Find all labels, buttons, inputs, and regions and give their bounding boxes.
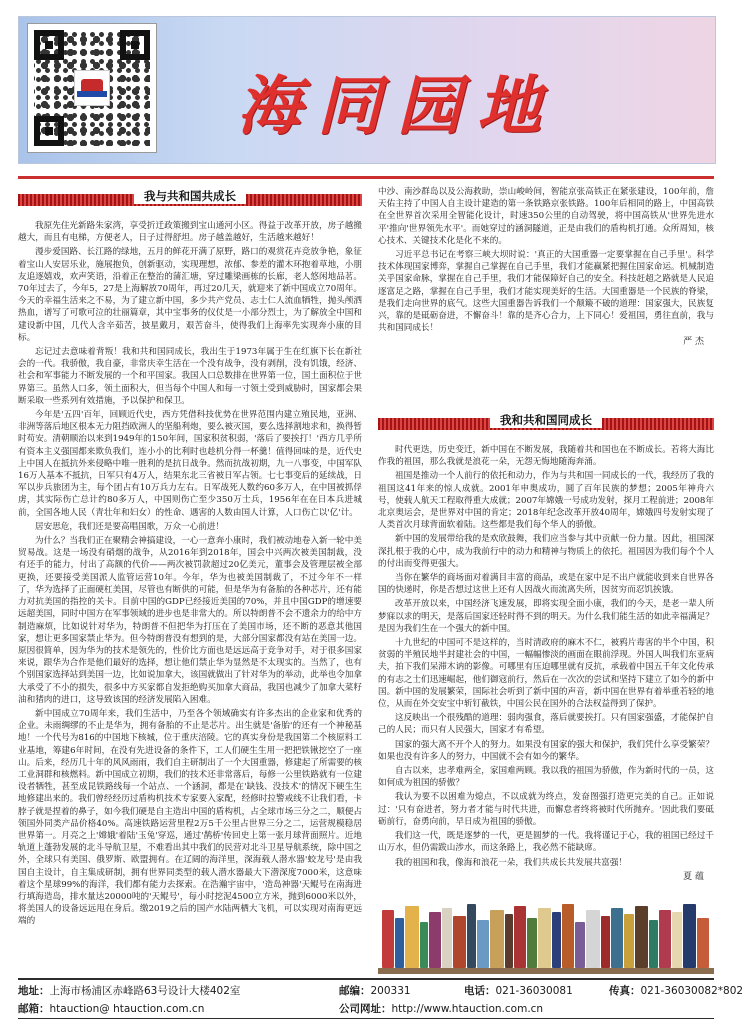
- book-spine: [649, 920, 658, 968]
- paragraph: 我们这一代，既是逐梦的一代，更是圆梦的一代。我将谨记于心，我的祖国已经过千山万水，但仍需跋山涉水，而这条路上，我必然不能缺席。: [378, 831, 714, 854]
- book-spine: [453, 916, 466, 968]
- book-spine: [601, 916, 610, 968]
- footer-divider-top: [18, 978, 714, 980]
- qr-finder-top-left: [34, 30, 64, 60]
- paragraph: 习近平总书记在考察三峡大坝时说：'真正的大国重器一定要掌握在自己手里'。科学技术体现国家博弈，掌握自己掌握在自己手里，我们才能赢紧把握住国家命运。机械制造关乎国家命脉，掌握在自己手里，我们才能保障好自己的安全。科技赶超之路就是人民追逐富足之路，掌握在自己手里，我们才能实现美好的生活。大国重器是一个民族的脊梁，是我们走向世界的底气。这些大国重器告诉我们一个颠簸不破的道理：国家强大，民族复兴，靠的是砥砺奋进，不懈奋斗！靠的是齐心合力，上下同心！爱祖国，勇往直前，我与共和国同成长！: [378, 250, 714, 334]
- phone-label: 电话：: [464, 985, 496, 997]
- paragraph: 十九世纪的中国可不是这样的，当时清政府的麻木不仁，被鸦片毒害的半个中国，积贫弱的半殖民地半封建社会的中国，一幅幅惨淡的画面在眼前浮现。外国人叫我们东亚病夫，拍下我们呆滞木讷的影像。可哪里有压迫哪里就有反抗，承载着中国五千年文化传承的有志之士们迅速崛起，他们御寇前行，然后在一次次的尝试和坚持下建立了如今的新中国。新中国的发展繁荣，国际社会听到了新中国的声音，新中国在世界有着举重若轻的地位，从而在外交安宝中斩钉截铁，中国公民在国外的合法权益得到了保护。: [378, 638, 714, 710]
- book-spine: [624, 914, 634, 968]
- book-spine: [405, 906, 419, 968]
- book-spine: [538, 908, 551, 968]
- fax-value: 021-36030082*802: [640, 985, 743, 997]
- book-spine: [552, 912, 561, 968]
- book-spine: [429, 912, 441, 968]
- book-spine: [575, 922, 585, 968]
- book-spine: [490, 910, 504, 968]
- paragraph: 我认为要不以困难为熄点，不以成就为终点，发奋图强打造更完美的自己。正如说过：'只有奋进者，努力者才能与时代共进，而懈怠者终将被时代所抛弃。'因此我们要砥砺前行，奋勇向前，早日成为祖国的骄傲。: [378, 792, 714, 827]
- paragraph: 今年是'五四'百年，回顾近代史，西方凭借科技优势在世界范围内建立殖民地，亚洲、非洲等落后地区根本无力阻挡欧洲人的坚船利炮，要么被灭国，要么选择割地求和，换得暂时苟安。清朝顺治以来到1949年的150年间，国家积贫积弱，'落后了要挨打！'西方几乎所有资本主义强国都来欺负我们，连小小的比利时也趁机分得一杯羹！值得回味的是，近代史上中国人在抵抗外来侵略中唯一胜利的是抗日战争。然而抗战初期，九一八事变，中国军队16万人基本不抵抗，日军只有4万人，结果东北三省被日军占领。七七事变后的延续战，日军以步兵旅团为主，每个团占有10万兵力左右。日军战死人数约60多万人，在中国被抓俘虏，其实际伤亡总计约80多万人，中国则伤亡至少350万士兵，1956年在在日本兵进城前，全国各地人民（青壮年和妇女）的性命、遇害的人数由国人计算，人口伤亡以'亿'计。: [18, 410, 362, 518]
- header-divider: [18, 176, 714, 179]
- book-spine: [442, 908, 452, 968]
- qr-finder-bottom-left: [34, 116, 64, 146]
- paragraph: 漫步爱国路、长江路的绿地，五月的鲜花开满了原野，路口的观赏花卉竞放争艳，象征着宝山人安居乐业，施展抱负，创新驱动，实现理想，浓郁、参差的灌木环抱着草地，小朋友追逐嬉戏，欢声笑语，沿着正在整治的蒲汇塘，穿过雕梁画栋的长廊，老人悠闲地品茗。70年过去了，今年5，27是上海解放70周年，再过20几天，就迎来了新中国成立70周年。今天的幸福生活来之不易，为了建立新中国，多少共产党员、志士仁人流血牺牲，抛头颅洒热血，谱写了可歌可泣的壮丽篇章，其中宝事务的仪仗是一小部分烈士，为了解放全中国和建设新中国，几代人含辛茹苦，披星戴月，艰苦奋斗，使得我们上海率先实现奔小康的目标。: [18, 247, 362, 343]
- paragraph: 为什么？当我们正在聚精会神搞建设，一心一意奔小康时，我们被动地卷入新一轮中美贸易战。这是一场没有硝烟的战争，从2016年到2018年，国会中兴两次被美国制裁，没有还手的能力，付出了高额的代价——两次被罚款超过20亿美元，董事会及管理层被全部更换，还要接受美国派人监管运营10年。今年，华为也被美国制裁了，不过今年不一样了，华为选择了正面硬杠美国，尽管也有断供的可能，但是华为有备胎的各种芯片，还有能力对抗美国的指控的关卡。目前中国的GDP已经接近美国的70%，并且中国GDP的增速要远超美国，同时中国方在军事领域的进步也是非常大的。所以特朗普不会不遗余力的给中方制造麻烦，比如说针对华为，特朗普不但把华为打压在了美国市场，还不断的恶意其他国家，想让更多国家禁止华为。但今特朗普没有想到的是，大部分国家都没有站在美国一边。原因很简单，因为华为的技术是领先的，性价比方面也是远远高于竞争对手，对于很多国家来说，跟华为合作是他们最好的选择，想让他们禁止华为显然是不太现实的。当然了，也有个别国家选择站到美国一边，比如说加拿大，该国就做出了针对华为的举动，此举也令加拿大承受了不小的损失，很多中方买家都自发拒绝购买加拿大商品，我国也减少了加拿大菜籽油和猪肉的进口，这导致该国的经济发展陷入困难。: [18, 536, 362, 705]
- paragraph: 新中国的发展带给我的是欢欣鼓舞，我们应当参与其中贡献一份力量。因此，祖国深深扎根于我的心中，成为我前行中的动力和精神与物质上的依托。祖国因为我们每个个人的付出而变得更强大。: [378, 534, 714, 569]
- paragraph: 改革开放以来，中国经济飞速发展，即将实现全面小康，我们的今天，是老一辈人所梦寐以求的明天，是落后国家还轻时得不到的明天。为什么我们能生活的如此幸福满足？是因为我们生在一个强大的新中国。: [378, 599, 714, 634]
- phone-value: 021-36030081: [495, 985, 573, 997]
- paragraph: 我的祖国和我，像海和浪花一朵，我们共成长共发展共富强！: [395, 857, 628, 868]
- left-article-heading: 我与共和国共成长: [134, 188, 246, 204]
- footer-divider-bottom: [18, 1018, 714, 1019]
- website-label: 公司网址：: [339, 1003, 392, 1015]
- paragraph: 居安思危，我们还是要高唱国歌，万众一心前进！: [35, 521, 225, 532]
- book-spine: [382, 910, 394, 968]
- fax-label: 传真：: [609, 985, 641, 997]
- book-spine: [467, 904, 476, 968]
- qr-center-logo: [74, 70, 110, 106]
- qr-code[interactable]: [27, 23, 157, 153]
- book-spine: [611, 908, 623, 968]
- paragraph: 自古以来，忠孝难两全，家国难两顾。我以我的祖国为骄傲，作为新时代的一员，这如何成为祖国的骄傲？: [378, 766, 714, 789]
- books-illustration: [378, 900, 714, 974]
- book-spine: [672, 912, 682, 968]
- book-spine: [395, 918, 404, 968]
- paragraph: 当你在繁华的商场面对着满目丰富的商品，或是在家中足不出户就能收到来自世界各国的快递时，你是否想过这世上还有人因战火而流离失所，因贫穷而忍饥挨饿。: [378, 573, 714, 596]
- paragraph: 新中国成立70周年来，我们生活中，乃至各个领域确实有许多杰出的企业家和优秀的企业。未雨绸缪的不止是华为，拥有备胎的不止是芯片。出生就是'备胎'的还有一个神秘基地！一个代号为816的中国地下核城，位于重庆涪陵。它的真实身份是我国第二个核原料工业基地，筹建6年时间，在没有先进设备的条件下，工人们硬生生用一把把铁锹挖空了一座山。后来，经历几十年的风风雨雨，我们自主研制出了一个大国重器，修建起了所需要的核工业洞群和核燃料。新中国成立初期，我们的技术还非常落后，每修一公里铁路就有一位建设者牺牲，甚至成昆铁路线每一个站点、一个涵洞，都是在'缺钱、没技术'的情况下硬生生地修建出来的。我们曾经经历过盾构机技术专家要入家配，经修时拉警戒线不让我们看，卡脖子就是捏着的鼻子，如今我们硬是自主造出中国的盾构机，占全球市场三分之二，顺便占领国外同类产品价格40%。高速铁路运营里程2万5千公里占世界三分之二，运营规模稳居世界第一。月亮之上'嫦娥'着陆'玉兔'穿巡，通过'鹊桥'传回史上第一张月球背面照片。近地轨道上蓬勃发展的北斗导航卫星，不难看出其中我们的民营对北斗卫星导航系统，除中国之外，全球只有美国、俄罗斯、欧盟拥有。在辽阔的海洋里，深海载人潜水器'蛟龙号'是由我国自主设计，自主集成研制，拥有世界同类型的载人潜水器最大下潜深度7000米，这意味着这个星球99%的海洋，我们都有能力去探索。在浩瀚宇宙中，'造岛神器'天鲲号在南海进行填海造岛，排水量达20000吨的'天鲲号'，每小时挖泥4500立方米，抛到6000米以外，将美国人的设备远远甩在身后。缴2019之后的国产水陆两栖大飞机，可以实现对南海更远端的: [18, 708, 362, 927]
- bookshelf: [378, 968, 714, 974]
- qr-finder-top-right: [120, 30, 150, 60]
- left-article-heading-bar: [18, 186, 362, 216]
- email-link[interactable]: htauction@ htauction.com.cn: [49, 1003, 205, 1015]
- paragraph: 我原先住光新路朱家湾，享受折迁政策搬到宝山通河小区。得益于改革开放，房子越搬越大，而且有电梯，方便老人，日子过得舒坦。房子越盖越好，生活越来越好！: [18, 221, 362, 244]
- paragraph: 中沙、南沙群岛以及公海救助，崇山峻岭间，智能京张高铁正在紧张建设，100年前，詹天佑主持了中国人自主设计建造的第一条铁路京张铁路。100年后相同的路上，中国高铁在全世界首次采用全智能化设计，时速350公里的自动驾驶，将中国高铁从'世界先进水平'推向'世界领先水平'。而她穿过的涵洞隧道，正是由我们的盾构机打通。众所周知，核心技术、关键技术化是化不来的。: [378, 187, 714, 246]
- left-article: [18, 186, 362, 930]
- book-spine: [683, 904, 696, 968]
- book-spine: [586, 910, 600, 968]
- book-spine: [477, 920, 489, 968]
- right-article-heading-bar: [378, 410, 714, 440]
- book-spine: [697, 918, 709, 968]
- paragraph: 忘记过去意味着背叛！我和共和国同成长，我出生于1973年属于生在红旗下长在新社会的一代。我骄傲，我自豪，非常庆幸生活在一个没有战争，没有剥削，没有饥饿，经济、社会和军事能力不断发展的一个和平国家。我国人口总数排在世界第一位，国土面积位于世界第三。虽然人口多，领土面积大，但当每个中国人和每一寸领土受到威胁时，国家都会果断采取一些系列有效措施，予以保护和保卫。: [18, 347, 362, 406]
- right-article-heading: 我和共和国同成长: [490, 412, 602, 428]
- header-banner: [18, 16, 716, 164]
- paragraph: 这反映出一个很残酷的道理：弱肉强食，落后就要挨打。只有国家强盛，才能保护自己的人民；而只有人民强大，国家才有希望。: [378, 713, 714, 736]
- author-signature: 夏 蕴: [683, 871, 704, 882]
- book-spine: [562, 904, 574, 968]
- email-label: 邮箱：: [18, 1003, 50, 1015]
- paragraph: 时代更迭，历史变迁，新中国在不断发展，我随着共和国也在不断成长。若将大海比作我的祖国，那么我就是浪花一朵，无怨无悔地随海奔涌。: [378, 445, 714, 468]
- address-label: 地址：: [18, 985, 50, 997]
- address-value: 上海市杨浦区赤峰路63号设计大楼402室: [49, 985, 241, 997]
- book-spine: [527, 918, 537, 968]
- paragraph: 祖国是推动一个人前行的依托和动力，作为与共和国一同成长的一代，我经历了我的祖国这41年来的惊人成就。2001年申奥成功，圆了百年民族的梦想；2005年神舟六号，使载人航天工程取得重大成就；2007年嫦娥一号成功发射，探月工程前进；2008年北京奥运会，是世界对中国的肯定；2018年纪念改革开放40周年，嫦娥四号发射实现了人类首次月球背面软着陆。这些都是我们每个华人的骄傲。: [378, 471, 714, 531]
- website-link[interactable]: http://www.htauction.com.cn: [391, 1003, 544, 1015]
- author-signature: 严 杰: [683, 337, 704, 348]
- book-spine: [635, 906, 648, 968]
- book-spine: [420, 922, 428, 968]
- right-top-article: [378, 186, 714, 349]
- postcode-label: 邮编：: [339, 985, 371, 997]
- book-spine: [505, 914, 513, 968]
- paragraph: 国家的强大离不开个人的努力。如果没有国家的强大和保护，我们凭什么享受繁荣？如果也没有许多人的努力，中国就不会有如今的繁华。: [378, 739, 714, 762]
- newsletter-title: 海同园地: [237, 69, 557, 144]
- book-spine: [659, 910, 671, 968]
- right-bottom-article: [378, 410, 714, 883]
- postcode-value: 200331: [370, 985, 411, 997]
- book-spine: [514, 906, 526, 968]
